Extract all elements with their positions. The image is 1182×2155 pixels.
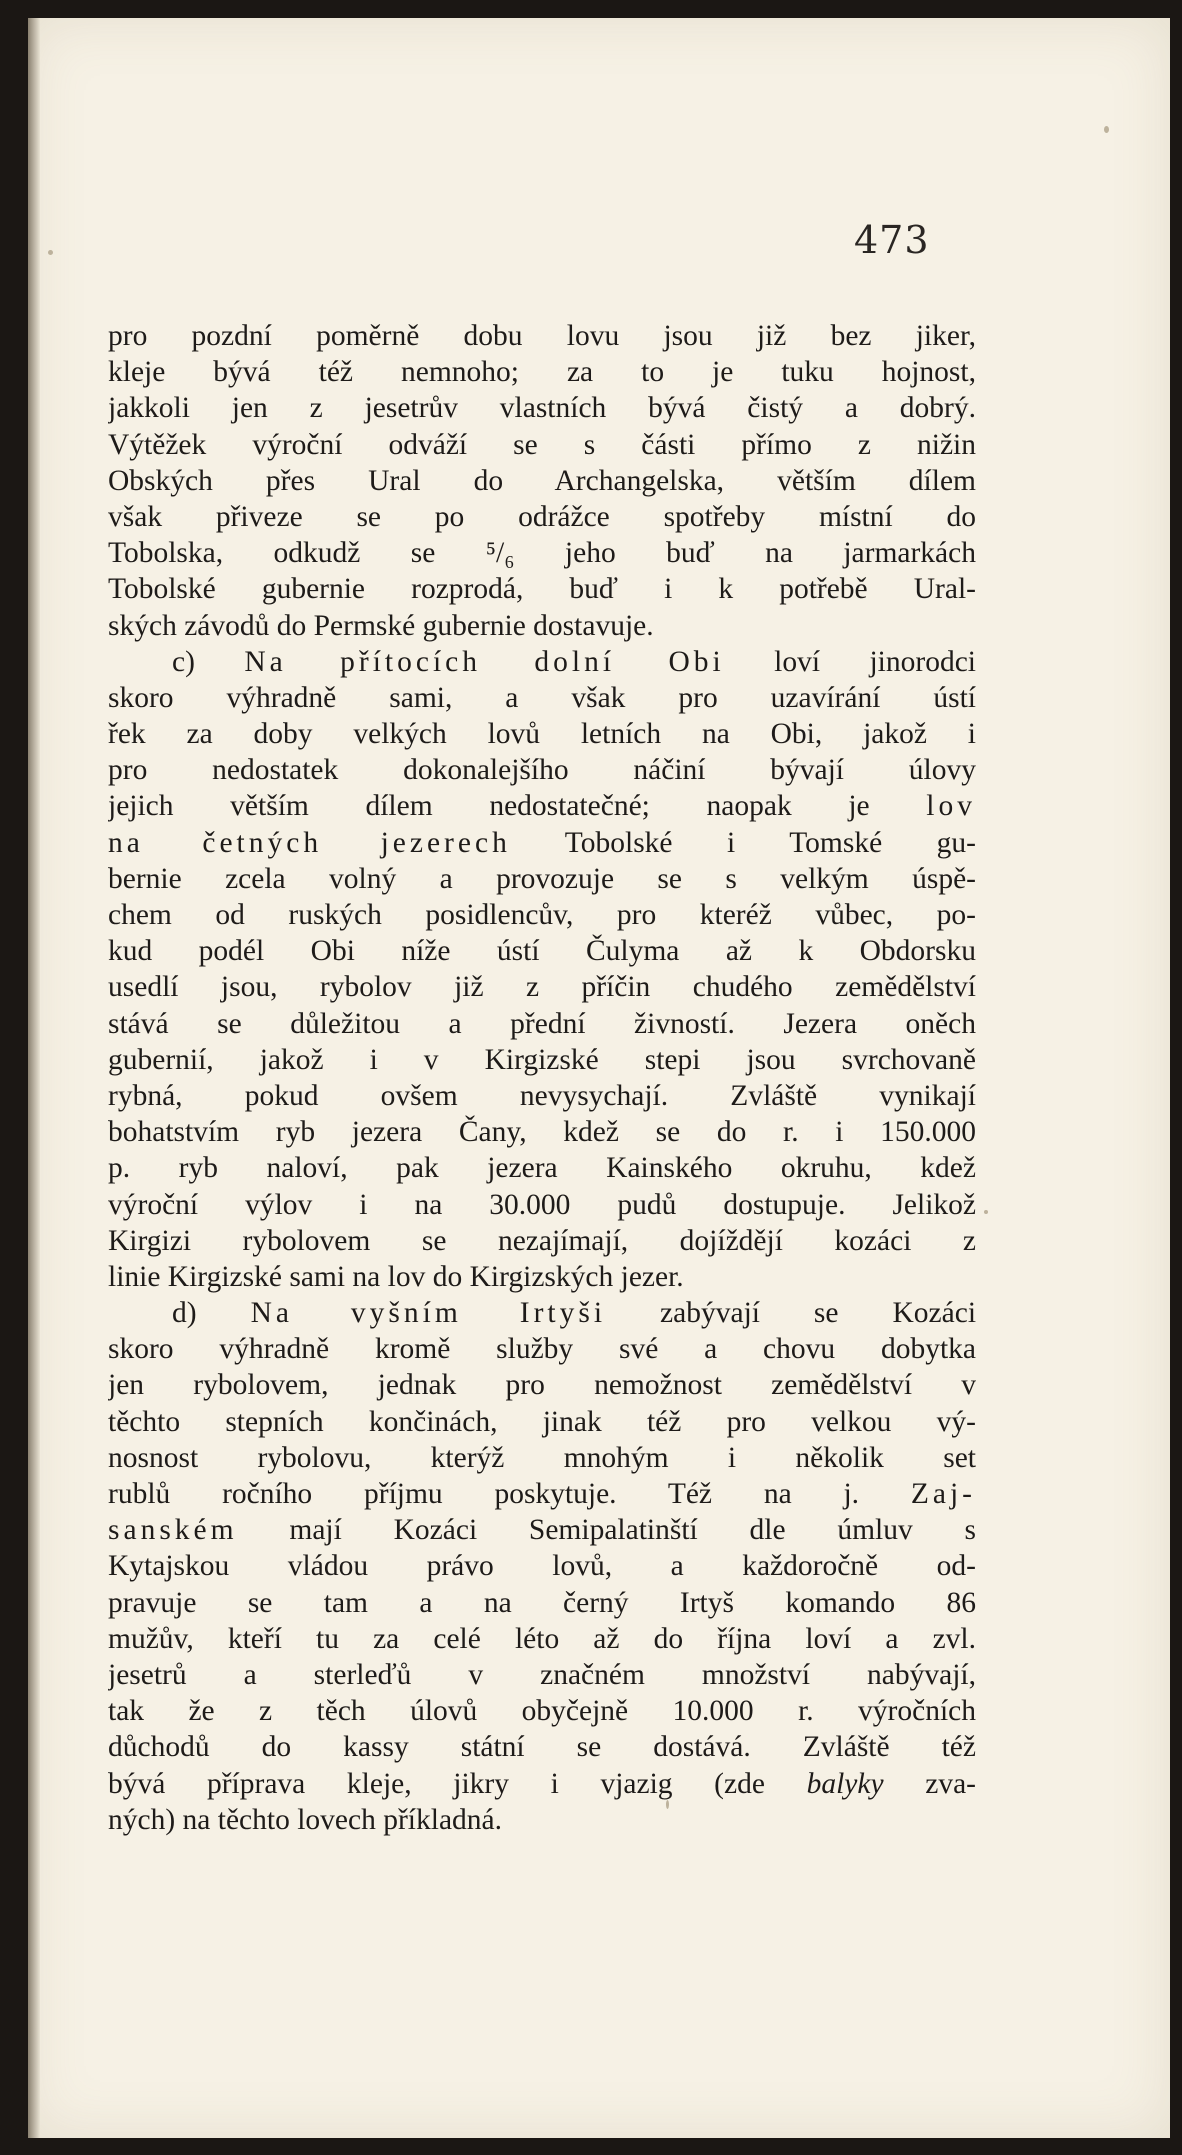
text-run: bývá příprava kleje, jikry i vjazig (zde (108, 1767, 807, 1800)
text-line: tak že z těch úlovů obyčejně 10.000 r. výročních (108, 1695, 976, 1728)
text-line (108, 1512, 976, 1548)
text-line: výroční výlov i na 30.000 pudů dostupuje. Jelikož (108, 1188, 976, 1221)
text-line: bohatstvím ryb jezera Čany, kdež se do r. i 150.000 (108, 1116, 976, 1149)
text-line (108, 1295, 976, 1331)
text-line: bernie zcela volný a provozuje se s velkým úspě- (108, 862, 976, 895)
text-line: důchodů do kassy státní se dostává. Zvláště též (108, 1731, 976, 1764)
text-line (108, 788, 976, 824)
text-line: linie Kirgizské sami na lov do Kirgizských jezer. (108, 1260, 684, 1293)
text-line: pravuje se tam a na černý Irtyš komando 86 (108, 1586, 976, 1619)
text-run: zabývají se Kozáci (606, 1297, 976, 1330)
paper-speck (48, 250, 53, 255)
text-line: chem od ruských posidlencův, pro kteréž vůbec, po- (108, 899, 976, 931)
paper-speck (1104, 126, 1109, 133)
text-run: c) (172, 645, 245, 678)
text-line: však přiveze se po odrážce spotřeby místní do (108, 500, 976, 533)
text-line: jakkoli jen z jesetrův vlastních bývá čistý a dobrý. (108, 392, 976, 425)
text-line: pro nedostatek dokonalejšího náčiní bývají úlovy (108, 754, 976, 787)
spaced-emphasis: Zaj- (910, 1478, 976, 1510)
paper-speck (984, 1210, 988, 1214)
page-number: 473 (854, 218, 930, 262)
spaced-emphasis: na četných jezerech (108, 826, 511, 859)
text-line: Kirgizi rybolovem se nezajímají, dojíždějí kozáci z (108, 1224, 976, 1257)
text-line: řek za doby velkých lovů letních na Obi, jakož i (108, 718, 976, 751)
text-line: jen rybolovem, jednak pro nemožnost zemědělství v (108, 1369, 976, 1402)
text-line (108, 644, 976, 680)
text-line: Obských přes Ural do Archangelska, větším dílem (108, 464, 976, 497)
text-line: p. ryb naloví, pak jezera Kainského okruhu, kdež (108, 1152, 976, 1185)
spaced-emphasis: Na vyšním Irtyši (250, 1297, 607, 1330)
text-line (108, 1766, 976, 1802)
text-line: rybná, pokud ovšem nevysychají. Zvláště vynikají (108, 1079, 976, 1112)
body-text (108, 318, 976, 1838)
text-run: jejich větším dílem nedostatečné; naopak je (108, 790, 927, 823)
text-line: mužův, kteří tu za celé léto až do října loví a zvl. (108, 1622, 976, 1655)
text-line: gubernií, jakož i v Kirgizské stepi jsou svrchovaně (108, 1043, 976, 1076)
text-run: mají Kozáci Semipalatinští dle úmluv s (237, 1514, 976, 1547)
spaced-emphasis: sanském (108, 1514, 238, 1547)
text-line: jesetrů a sterleďů v značném množství nabývají, (108, 1658, 976, 1691)
text-line (108, 825, 976, 861)
text-run: zva- (883, 1767, 976, 1800)
text-line: ských závodů do Permské gubernie dostavuje. (108, 609, 654, 642)
text-run: rublů ročního příjmu poskytuje. Též na j. (108, 1478, 911, 1510)
text-run: loví jinorodci (724, 645, 976, 678)
text-line: nosnost rybolovu, kterýž mnohým i několik set (108, 1441, 976, 1474)
text-run: d) (172, 1297, 251, 1330)
book-page (28, 18, 1170, 2138)
spaced-emphasis: lov (926, 790, 976, 823)
text-line: těchto stepních končinách, jinak též pro velkou vý- (108, 1405, 976, 1438)
text-line (108, 1476, 976, 1512)
text-line: stává se důležitou a přední živností. Jezera oněch (108, 1007, 976, 1040)
text-line: skoro výhradně sami, a však pro uzavírání ústí (108, 681, 976, 714)
text-line: kud podél Obi níže ústí Čulyma až k Obdorsku (108, 935, 976, 968)
text-line: Kytajskou vládou právo lovů, a každoročně od- (108, 1550, 976, 1583)
text-line: skoro výhradně kromě služby své a chovu dobytka (108, 1333, 976, 1366)
text-line: Tobolské gubernie rozprodá, buď i k potřebě Ural- (108, 573, 976, 606)
page-spine-edge (28, 18, 40, 2138)
text-run: Tobolské i Tomské gu- (510, 826, 976, 859)
text-line: ných) na těchto lovech příkladná. (108, 1803, 503, 1836)
text-line: Výtěžek výroční odváží se s části přímo z nižin (108, 428, 976, 461)
italic-term: balyky (806, 1767, 884, 1800)
text-line: pro pozdní poměrně dobu lovu jsou již bez jiker, (108, 320, 976, 352)
text-line: kleje bývá též nemnoho; za to je tuku hojnost, (108, 356, 976, 389)
text-line: usedlí jsou, rybolov již z příčin chudého zemědělství (108, 971, 976, 1004)
text-line: Tobolska, odkudž se ⁵/₆ jeho buď na jarmarkách (108, 537, 976, 570)
spaced-emphasis: Na přítocích dolní Obi (244, 645, 725, 678)
